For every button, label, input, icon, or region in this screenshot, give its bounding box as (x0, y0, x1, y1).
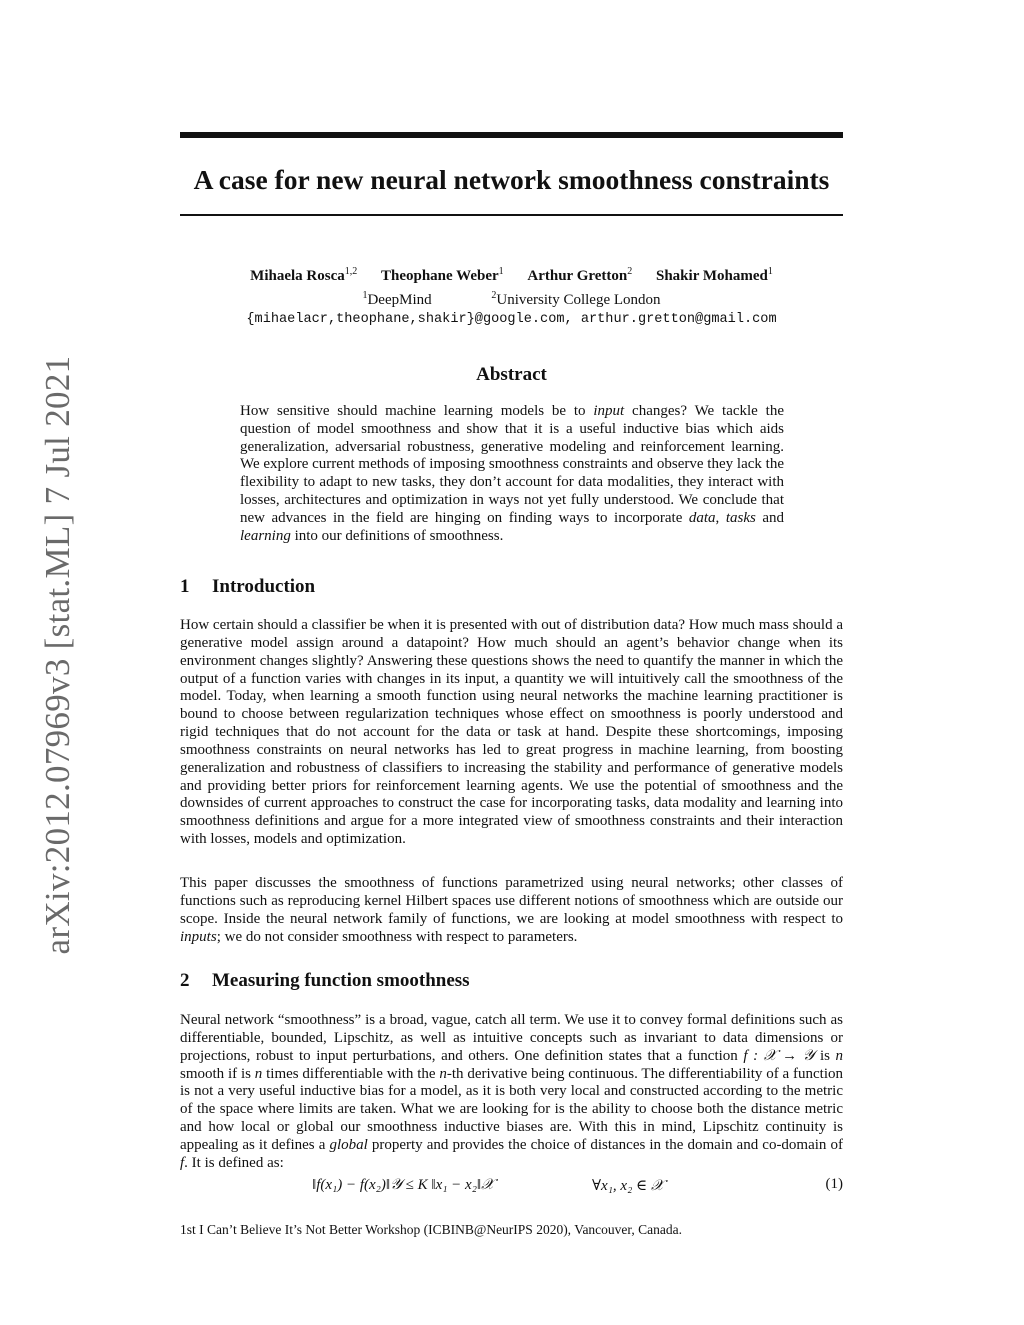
paragraph-text: smooth if is (180, 1065, 255, 1082)
author-affil-sup: 1 (767, 266, 773, 277)
inline-math: n (254, 1065, 263, 1082)
paragraph-text: times differentiable with the (262, 1065, 440, 1082)
abstract-text: and (755, 509, 784, 526)
author-emails[interactable]: {mihaelacr,theophane,shakir}@google.com, arthur.gretton@gmail.com (246, 312, 777, 327)
paragraph-text: . It is defined as: (184, 1154, 284, 1171)
section-title: Measuring function smoothness (212, 970, 470, 991)
paragraph-text: ; we do not consider smoothness with respect to parameters. (216, 928, 578, 945)
introduction-paragraph-2 (180, 875, 843, 946)
affiliation-name: DeepMind (367, 292, 432, 308)
section-title: Introduction (212, 576, 316, 597)
author-affil-sup: 1,2 (344, 266, 358, 277)
author-2 (381, 268, 504, 284)
abstract-body (240, 403, 784, 545)
equation-quantifier: ∀x₁, x₂ ∈ 𝒳 (592, 1178, 664, 1194)
paragraph-text: Neural network “smoothness” is a broad, vague, catch all term. We use it to convey formal definitions such as differentiable, bounded, Lipschitz, as well as intuitive concepts such as invariant to data dimensions or projections, robust to input perturbations, and others. One definition states that a function (180, 1012, 843, 1064)
introduction-paragraph-1: How certain should a classifier be when it is presented with out of distribution data? How much mass should a generative model assign around a datapoint? How much should an agent’s behavior change when its environment changes slightly? Answering these questions shows the need to quantify the manner in which the output of a function varies with changes in its input, a quantity we will intuitively call the smoothness of the model. Today, when learning a smooth function using neural networks the machine learning practitioner is bound to choose between regularization techniques whose effect on smoothness is poorly understood and rigid techniques that do not account for the data or task at hand. Despite these shortcomings, imposing smoothness constraints on neural networks has led to great progress in machine learning, from boosting generalization and robustness of classifiers to increasing the stability and performance of generative models and providing better priors for reinforcement learning agents. We use the potential of smoothness and the downsides of current approaches to construct the case for incorporating tasks, data modality and learning into smoothness definitions and argue for a more integrated view of smoothness constraints and their interaction with losses, models and optimization. (180, 617, 843, 848)
author-affil-sup: 1 (498, 266, 504, 277)
author-block (180, 262, 843, 329)
affiliation-name: University College London (496, 292, 661, 308)
measuring-smoothness-paragraph-1 (180, 1012, 843, 1173)
affiliation-sup: 2 (491, 290, 497, 301)
affiliation-sup: 1 (362, 290, 368, 301)
inline-math: n (835, 1047, 844, 1064)
title-bottom-rule (180, 214, 843, 216)
section-heading-introduction (180, 576, 843, 598)
paper-title: A case for new neural network smoothness constraints (193, 164, 830, 195)
abstract-emphasis: learning (240, 527, 291, 544)
title-top-rule (180, 132, 843, 138)
author-name: Mihaela Rosca (250, 268, 345, 284)
abstract-emphasis: data (688, 509, 716, 526)
paragraph-text: -th derivative being continuous. The differentiability of a function is not a very useful inductive bias for a model, as it is both very local and constructed according to the metric of the space where limits are taken. What we are looking for is the ability to choose both the distance metric and how local or global our smoothness inductive biases are. With this in mind, Lipschitz continuity is appealing as it defines a (180, 1065, 844, 1153)
lipschitz-equation (180, 1176, 843, 1198)
author-name: Theophane Weber (380, 268, 499, 284)
author-3 (527, 268, 632, 284)
author-names (180, 262, 843, 286)
paragraph-emphasis: inputs (180, 928, 217, 945)
author-1 (250, 268, 357, 284)
equation-number: (1) (825, 1176, 843, 1192)
author-name: Shakir Mohamed (656, 268, 768, 284)
paragraph-text: property and provides the choice of distances in the domain and co-domain of (367, 1136, 843, 1153)
section-number: 1 (180, 576, 190, 597)
abstract-emphasis: tasks (725, 509, 756, 526)
inline-math: f : 𝒳 → 𝒴 (743, 1047, 815, 1064)
author-4 (656, 268, 773, 284)
abstract-text: into our definitions of smoothness. (290, 527, 504, 544)
abstract-text: How sensitive should machine learning models be to (240, 403, 594, 419)
section-number: 2 (180, 970, 190, 991)
workshop-footnote: 1st I Can’t Believe It’s Not Better Workshop (ICBINB@NeurIPS 2020), Vancouver, Canada. (180, 1222, 682, 1237)
affiliation-1 (362, 292, 431, 308)
equation-inequality: ‖f(x₁) − f(x₂)‖𝒴 ≤ K ‖x₁ − x₂‖𝒳 (312, 1177, 495, 1193)
paragraph-text: This paper discusses the smoothness of functions parametrized using neural networks; other classes of functions such as reproducing kernel Hilbert spaces use different notions of smoothness which are outside our scope. Inside the neural network family of functions, we are looking at model smoothness with respect to (180, 875, 843, 927)
affiliation-2 (491, 292, 660, 308)
inline-math: n (439, 1065, 447, 1082)
paragraph-emphasis: global (329, 1136, 368, 1153)
abstract-heading: Abstract (476, 364, 547, 385)
section-heading-measuring-smoothness (180, 970, 843, 992)
abstract-emphasis: input (593, 403, 625, 419)
arxiv-identifier-stamp: arXiv:2012.07969v3 [stat.ML] 7 Jul 2021 (38, 355, 77, 955)
author-name: Arthur Gretton (527, 268, 628, 284)
abstract-text: , (715, 509, 726, 526)
affiliations (180, 286, 843, 310)
abstract-text: changes? We tackle the question of model smoothness and show that it is a useful inductive bias which aids generalization, adversarial robustness, generative modeling and reinforcement learning. We explore current methods of imposing smoothness constraints and observe they lack the flexibility to adapt to new tasks, they don’t account for data modalities, they interact with losses, architectures and optimization in ways not yet fully understood. We conclude that new advances in the field are hinging on finding ways to incorporate (240, 403, 784, 526)
inline-math: f (180, 1154, 185, 1171)
paragraph-text: is (814, 1047, 836, 1064)
author-affil-sup: 2 (627, 266, 633, 277)
